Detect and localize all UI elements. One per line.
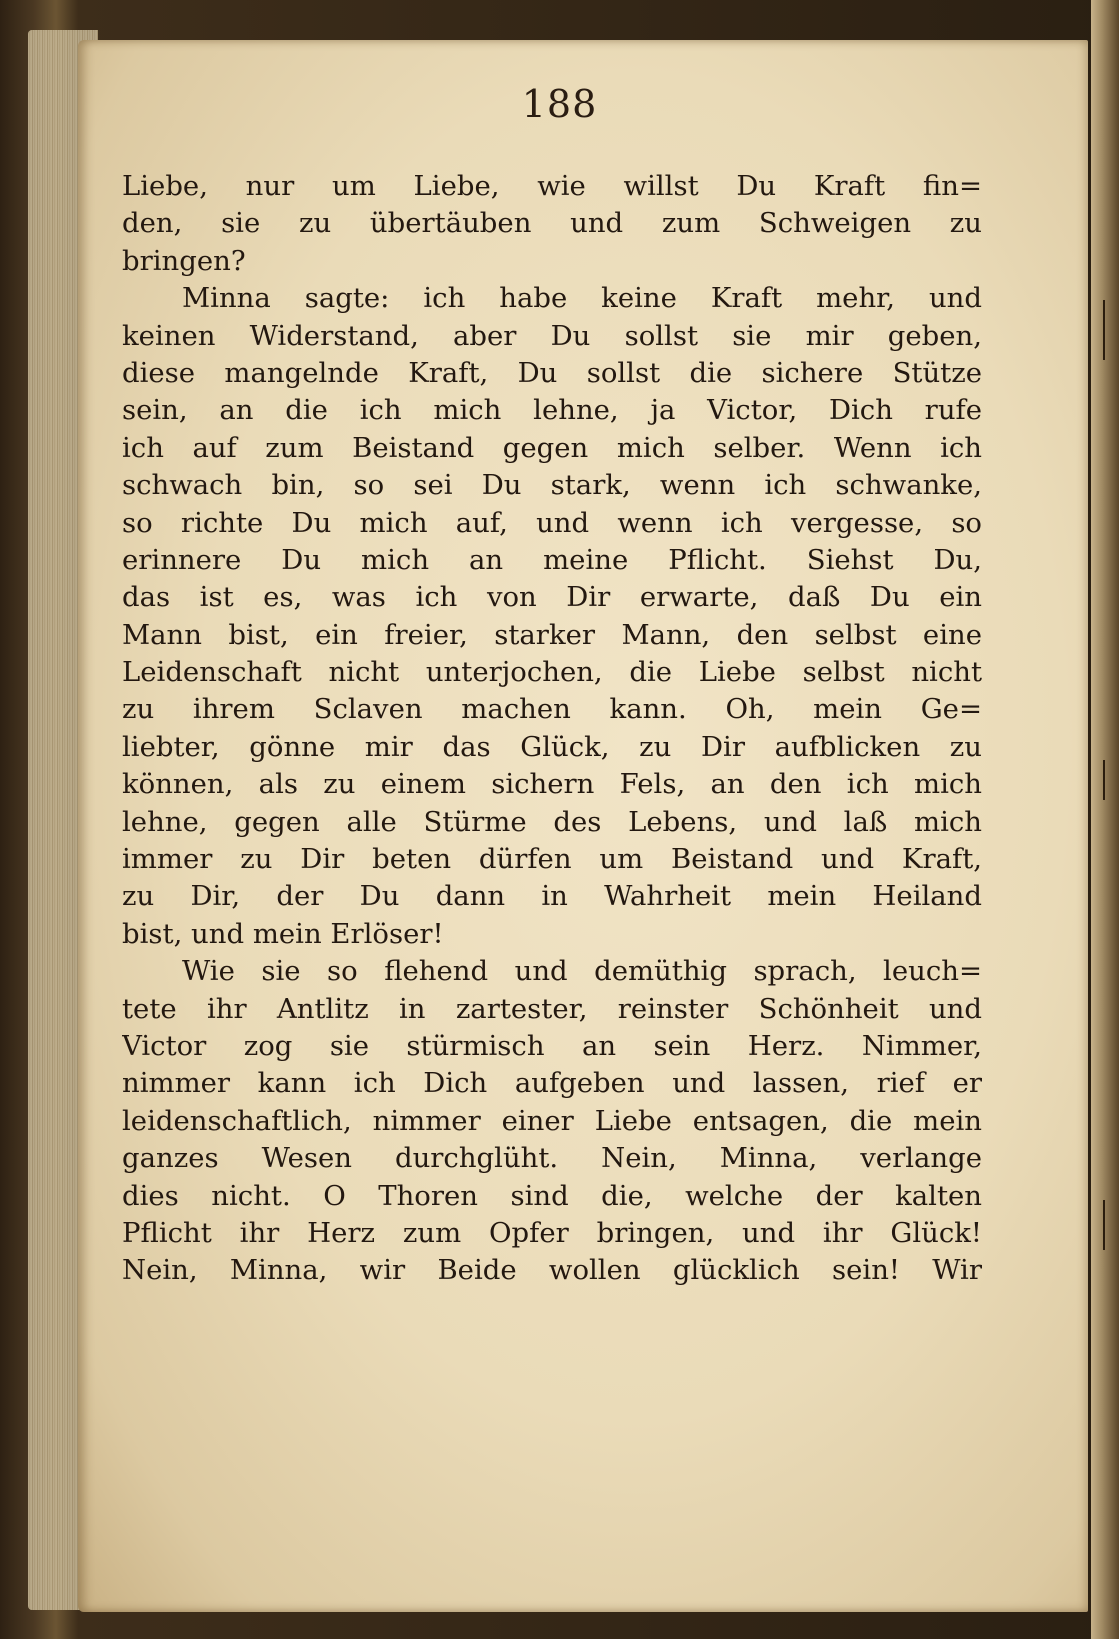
text-line: leidenschaftlich, nimmer einer Liebe entsagen, die mein: [122, 1104, 982, 1137]
text-line: ganzes Wesen durchglüht. Nein, Minna, verlange: [122, 1142, 982, 1175]
text-line: Minna sagte: ich habe keine Kraft mehr, und: [182, 282, 982, 315]
text-line: Leidenschaft nicht unterjochen, die Liebe selbst nicht: [122, 656, 982, 689]
text-line: zu ihrem Sclaven machen kann. Oh, mein Ge=: [122, 693, 982, 726]
right-binding: [1091, 0, 1119, 1639]
binding-thread: [1103, 760, 1105, 800]
text-line: Mann bist, ein freier, starker Mann, den selbst eine: [122, 618, 982, 651]
binding-thread: [1103, 300, 1105, 360]
text-line: keinen Widerstand, aber Du sollst sie mir geben,: [122, 319, 982, 352]
text-line: dies nicht. O Thoren sind die, welche der kalten: [122, 1179, 982, 1212]
text-line: Nein, Minna, wir Beide wollen glücklich sein! Wir: [122, 1254, 982, 1287]
text-line: Wie sie so flehend und demüthig sprach, leuch=: [182, 955, 982, 988]
text-line: diese mangelnde Kraft, Du sollst die sichere Stütze: [122, 356, 982, 389]
text-line: immer zu Dir beten dürfen um Beistand und Kraft,: [122, 843, 982, 876]
text-line: bist, und mein Erlöser!: [122, 917, 444, 950]
text-line: ich auf zum Beistand gegen mich selber. Wenn ich: [122, 431, 982, 464]
text-line: können, als zu einem sichern Fels, an den ich mich: [122, 768, 982, 801]
text-line: den, sie zu übertäuben und zum Schweigen zu: [122, 207, 982, 240]
text-line: liebter, gönne mir das Glück, zu Dir aufblicken zu: [122, 730, 982, 763]
text-line: bringen?: [122, 244, 246, 277]
text-line: Victor zog sie stürmisch an sein Herz. Nimmer,: [122, 1029, 982, 1062]
body-text: [122, 168, 982, 1290]
text-line: schwach bin, so sei Du stark, wenn ich schwanke,: [122, 469, 982, 502]
text-line: nimmer kann ich Dich aufgeben und lassen, rief er: [122, 1067, 982, 1100]
text-line: Pflicht ihr Herz zum Opfer bringen, und ihr Glück!: [122, 1216, 982, 1249]
text-line: so richte Du mich auf, und wenn ich vergesse, so: [122, 506, 982, 539]
text-line: erinnere Du mich an meine Pflicht. Siehst Du,: [122, 543, 982, 576]
text-line: sein, an die ich mich lehne, ja Victor, Dich rufe: [122, 394, 982, 427]
text-line: lehne, gegen alle Stürme des Lebens, und laß mich: [122, 805, 982, 838]
page-number: 188: [521, 82, 598, 126]
text-line: zu Dir, der Du dann in Wahrheit mein Heiland: [122, 880, 982, 913]
text-line: tete ihr Antlitz in zartester, reinster Schönheit und: [122, 992, 982, 1025]
text-line: Liebe, nur um Liebe, wie willst Du Kraft fin=: [122, 170, 982, 202]
text-line: das ist es, was ich von Dir erwarte, daß Du ein: [122, 581, 982, 614]
binding-thread: [1103, 1200, 1105, 1250]
